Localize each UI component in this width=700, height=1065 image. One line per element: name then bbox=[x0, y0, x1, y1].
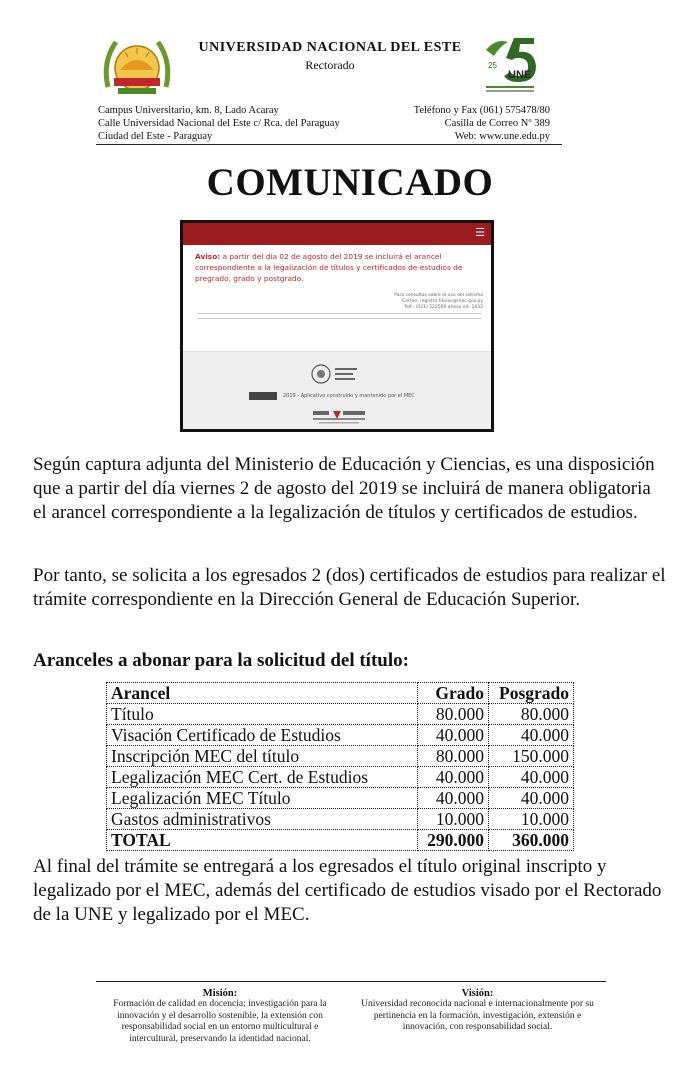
paragraph-closing: Al final del trámite se entregará a los egresados el título original inscripto y legalizado por el MEC, además del certificado de estudios visado por el Rectorado de la UNE y legalizado por el MEC. bbox=[33, 856, 662, 925]
table-row bbox=[107, 725, 574, 746]
fee-grado: 80.000 bbox=[418, 704, 489, 725]
mission-text: Formación de calidad en docencia; investigación para la innovación y el desarrollo sostenible, la extensión con responsabilidad social en un entorno multicultural e intercultural, preservando la identidad nacional. bbox=[113, 999, 327, 1044]
address-block bbox=[98, 104, 340, 143]
une-logo-text: UNE bbox=[508, 69, 532, 81]
fee-name: Inscripción MEC del título bbox=[107, 746, 418, 767]
contact-line: Web: www.une.edu.py bbox=[454, 131, 550, 142]
total-posgrado: 360.000 bbox=[489, 830, 574, 851]
address-line: Ciudad del Este - Paraguay bbox=[98, 131, 213, 142]
document-title: COMUNICADO bbox=[206, 161, 494, 204]
fee-posgrado: 40.000 bbox=[489, 767, 574, 788]
address-line: Campus Universitario, km. 8, Lado Acaray bbox=[98, 105, 279, 116]
table-row bbox=[107, 704, 574, 725]
contact-line: Telf.: (021) 222500 anexo int. 1432 bbox=[404, 305, 483, 310]
table-row bbox=[107, 767, 574, 788]
une-anniversary-logo bbox=[478, 34, 542, 96]
contact-block bbox=[380, 104, 550, 143]
footer-divider bbox=[96, 981, 606, 982]
fee-name: Visación Certificado de Estudios bbox=[107, 725, 418, 746]
column-header-grado: Grado bbox=[418, 683, 489, 704]
column-header-arancel: Arancel bbox=[107, 683, 418, 704]
government-logo-icon bbox=[309, 409, 369, 425]
screenshot-contact bbox=[303, 293, 483, 311]
notice-label: Aviso: bbox=[195, 252, 221, 261]
paragraph-request: Por tanto, se solicita a los egresados 2 (dos) certificados de estudios para realizar el trámite correspondiente en la Dirección General de Educación Superior. bbox=[33, 565, 666, 610]
table-row bbox=[107, 809, 574, 830]
fee-grado: 40.000 bbox=[418, 767, 489, 788]
contact-line: Correo: registro.titulos@mec.gov.py bbox=[402, 299, 483, 304]
vision-heading: Visión: bbox=[461, 988, 494, 999]
mec-seal-icon bbox=[311, 363, 361, 385]
fees-heading: Aranceles a abonar para la solicitud del título: bbox=[33, 650, 409, 671]
table-header-row bbox=[107, 683, 574, 704]
total-label: TOTAL bbox=[107, 830, 418, 851]
screenshot-notice bbox=[195, 251, 485, 284]
fee-posgrado: 80.000 bbox=[489, 704, 574, 725]
fee-grado: 10.000 bbox=[418, 809, 489, 830]
header-divider bbox=[96, 144, 562, 145]
fee-name: Legalización MEC Cert. de Estudios bbox=[107, 767, 418, 788]
screenshot-scrollbar bbox=[197, 313, 481, 319]
screenshot-footer-text: 2019 - Aplicativo construido y mantenido por el MEC bbox=[283, 393, 415, 399]
address-line: Calle Universidad Nacional del Este c/ Rca. del Paraguay bbox=[98, 118, 340, 129]
contact-line: Teléfono y Fax (061) 575478/80 bbox=[413, 105, 550, 116]
contact-line: Para consultas sobre el uso del sistema bbox=[394, 293, 483, 298]
vision-text: Universidad reconocida nacional e internacionalmente por su pertinencia en la formación, investigación, extensión e innovación, con responsabilidad social. bbox=[361, 999, 594, 1032]
contact-line: Casilla de Correo Nº 389 bbox=[444, 118, 550, 129]
une-logo-number: 25 bbox=[488, 61, 497, 70]
table-total-row bbox=[107, 830, 574, 851]
fee-posgrado: 40.000 bbox=[489, 788, 574, 809]
hamburger-icon: ☰ bbox=[475, 226, 485, 239]
university-name: UNIVERSIDAD NACIONAL DEL ESTE bbox=[198, 40, 462, 55]
table-row bbox=[107, 746, 574, 767]
column-header-posgrado: Posgrado bbox=[489, 683, 574, 704]
fee-posgrado: 40.000 bbox=[489, 725, 574, 746]
university-seal-logo bbox=[98, 32, 176, 100]
paragraph-intro: Según captura adjunta del Ministerio de Educación y Ciencias, es una disposición que a partir del día viernes 2 de agosto del 2019 se incluirá de manera obligatoria el arancel correspondiente a la legalización de títulos y certificados de estudios. bbox=[33, 454, 655, 523]
mission-heading: Misión: bbox=[202, 988, 238, 999]
table-row bbox=[107, 788, 574, 809]
fee-grado: 80.000 bbox=[418, 746, 489, 767]
fee-name: Legalización MEC Título bbox=[107, 788, 418, 809]
fee-posgrado: 10.000 bbox=[489, 809, 574, 830]
notice-text: a partir del día 02 de agosto del 2019 se incluirá el arancel correspondiente a la legalización de títulos y certificados de estudios de pregrado, grado y postgrado. bbox=[195, 252, 463, 283]
embedded-screenshot bbox=[180, 220, 494, 432]
fee-posgrado: 150.000 bbox=[489, 746, 574, 767]
fee-grado: 40.000 bbox=[418, 725, 489, 746]
screenshot-banner bbox=[183, 223, 491, 245]
total-grado: 290.000 bbox=[418, 830, 489, 851]
office-name: Rectorado bbox=[305, 58, 355, 72]
fee-name: Título bbox=[107, 704, 418, 725]
fee-grado: 40.000 bbox=[418, 788, 489, 809]
fees-table bbox=[106, 682, 574, 851]
fee-name: Gastos administrativos bbox=[107, 809, 418, 830]
